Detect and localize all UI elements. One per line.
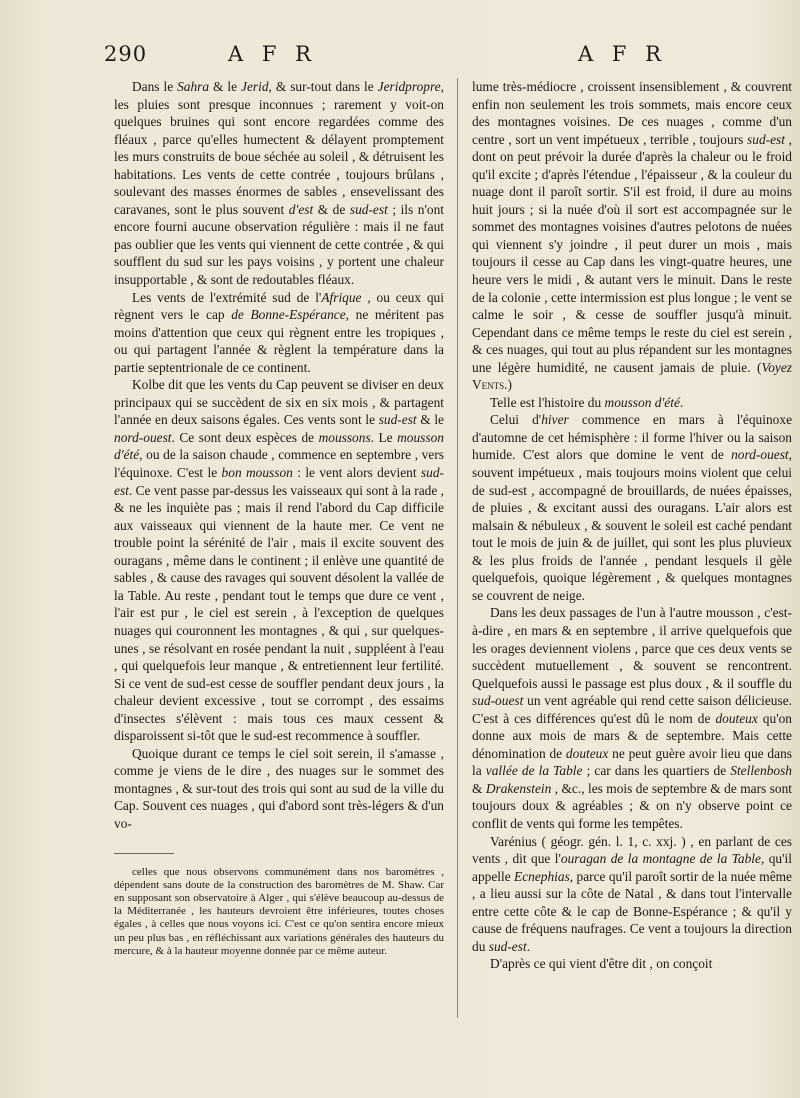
text-run: , qu'il appelle	[472, 851, 792, 884]
text-run: . Le	[370, 429, 398, 445]
italic-run: de Bonne-Espérance	[231, 307, 346, 323]
text-run: , & sur-tout dans le	[268, 79, 378, 94]
paragraph	[472, 604, 792, 832]
italic-run: mousson d'été	[114, 429, 444, 463]
text-run: Vents	[472, 377, 505, 393]
text-run: commence en mars à l'équinoxe d'automne de cet hémisphère : il forme l'hiver ou la saison humide. C'est alors que domine le vent de	[472, 412, 793, 463]
running-head-right: A F R	[578, 42, 667, 66]
italic-run: sud-est	[114, 465, 444, 498]
text-run: D'après ce qui vient d'être dit , on conçoit	[490, 956, 713, 972]
italic-run: douteux	[715, 710, 758, 726]
text-run: .)	[504, 377, 512, 393]
text-run: Quoique durant ce temps le ciel soit serein, il s'amasse , comme je viens de le dire , des nuages sur le sommet des montagnes , & sur-tout des trois qui sont au sud de la ville du Cap. Souvent ces nuages , qui d'abord sont très-légers & d'un vo-	[114, 745, 444, 831]
text-run: ; ils n'ont encore fourni aucune observation régulière : mais il ne faut pas oublier que les vents qui viennent de cette contrée , & qui soufflent du sud sur les pays voisins , y portent une chaleur insupportable , & sont de redoutables fléaux.	[114, 201, 444, 288]
italic-run: Afrique	[321, 289, 362, 305]
paragraph	[472, 955, 792, 973]
italic-run: Stellenbosh	[730, 763, 792, 779]
text-run: Dans les deux passages de l'un à l'autre mousson , c'est-à-dire , en mars & en septembre , il arrive quelquefois que les orages deviennent violens , parce que ces deux vents se succèdent mutuellement , & souvent se rencontrent. Quelquefois aussi le passage est plus doux , & il souffle du	[472, 605, 792, 691]
paragraph	[114, 745, 444, 833]
text-run: .	[526, 938, 531, 954]
italic-run: moussons	[318, 429, 371, 445]
italic-run: sud-est	[378, 412, 417, 428]
text-run: . Ce vent passe par-dessus les vaisseaux qui sont à la rade , & ne les inquiète pas ; mais il rend l'abord du Cap difficile aux vaisseaux qui viennent de la haute mer. Ce vent ne trouble point la sérénité de l'air , mais il excite souvent des ouragans , même dans le continent ; il enlève une quantité de sables , & cause des ravages qui souvent désolent la vallée de la Table. Au reste , pendant tout le temps que dure ce vent , l'air est pur , le ciel est serein , à l'exception de quelques nuages qui couronnent les montagnes , & qui , sur quelques-unes , se résolvant en rosée pendant la nuit , suppléent à l'eau , qui quelquefois leur manque , & entretiennent leur fertilité. Si ce vent de sud-est cesse de souffler pendant deux jours , la chaleur devient excessive , tout se corrompt , des essaims d'insectes s'élèvent : mais tous ces maux cessent & disparoissent si-tôt que le sud-est recommence à souffler.	[114, 482, 444, 744]
text-run: Les vents de l'extrémité sud de l'	[132, 289, 322, 305]
text-run: Varénius ( géogr. gén. l. 1, c. xxj. ) , en parlant de ces vents , dit que l'	[472, 833, 792, 867]
text-run: , parce qu'il paroît sortir de la nuée même , a lieu aussi sur la côte de Natal , & dans tout l'intervalle entre cette côte & le cap de Bonne-Espérance ; & qu'il y cause de fréquens naufrages. Ce vent a toujours la direction du	[472, 868, 792, 954]
italic-run: d'est	[288, 201, 314, 217]
paragraph	[114, 376, 444, 744]
footnote: celles que nous observons communément dans nos baromètres , dépendent sans doute de la construction des baromètres de M. Shaw. Car en supposant son observatoire à Alger , qui s'élève beaucoup au-dessus de la Méditerranée , les hauteurs devroient être inférieures, toutes choses égales , à celles que nous voyons ici. C'est ce qu'on sentira encore mieux un peu plus bas , en réfléchissant aux variations générales des hauteurs du mercure, & à la hauteur moyenne donnée par ce même auteur.	[114, 865, 444, 957]
text-run: , ou ceux qui règnent vers le cap	[114, 289, 444, 323]
text-run: Dans le	[132, 79, 178, 94]
italic-run: Sahra	[177, 79, 210, 94]
italic-run: Ecnephias	[514, 868, 570, 884]
text-run: qu'on donne aux mois de mars & de septembre. Mais cette dénomination de	[472, 710, 792, 761]
text-run: lume très-médiocre , croissent insensiblement , & couvrent enfin non seulement les trois sommets, mais encore ceux des montagnes voisines. De ces nuages , comme d'un centre , sort un vent impétueux , terrible , toujours	[472, 79, 792, 147]
text-run: , ou de la saison chaude , commence en septembre , vers l'équinoxe. C'est le	[114, 447, 444, 481]
text-run: : le vent alors devient	[292, 465, 421, 481]
text-run: . Ce sont deux espèces de	[171, 429, 319, 445]
text-run: , dont on peut prévoir la durée d'après la chaleur ou le froid qu'il excite ; d'après l'étendue , l'épaisseur , & la couleur du nuage dont il paroît sortir. S'il est froid, il dure au moins huit jours ; si la nuée d'où il sort est accompagnée sur le sommet des montagnes voisines d'autres pelotons de nuées qui viennent s'y joindre , il peut durer un mois , mais toujours il cesse au Cap dans les vingt-quatre heures, une heure vers le midi , & autant vers le minuit. Dans le reste de la colonie , cette intermission est plus longue ; le vent se calme le soir , & cesse de souffler jusqu'à minuit. Cependant dans ce même temps le reste du ciel est serein , & ces nuages, qui tout au plus répandent sur les montagnes une légère humidité, ne causent jamais de pluie. (	[472, 131, 792, 375]
text-run: un vent agréable qui rend cette saison délicieuse. C'est à ces différences qu'est dû le nom de	[472, 693, 792, 726]
text-run: & le	[416, 412, 444, 428]
footnote-rule	[114, 853, 174, 854]
italic-run: ouragan de la montagne de la Table	[560, 851, 761, 867]
text-run: , &c., les mois de septembre & de mars sont toujours doux & agréables ; & on n'y observe point ce conflit de vents qui forme les tempêtes.	[472, 780, 793, 831]
italic-run: sud-est	[488, 938, 527, 954]
text-run: & le	[209, 79, 242, 94]
page-header	[0, 38, 800, 74]
page-number: 290	[104, 42, 148, 66]
italic-run: sud-ouest	[472, 693, 524, 709]
text-run: &	[472, 780, 486, 796]
left-column	[114, 78, 444, 958]
column-divider	[457, 78, 458, 1018]
italic-run: nord-ouest	[114, 429, 172, 445]
text-run: , les pluies sont presque inconnues ; rarement y voit-on quelques bruines qui sont encore regardées comme des fléaux , parce qu'elles humectent & délayent promptement les murs construits de boue séchée au soleil , & détruisent les habitations. Les vents de cette contrée , toujours brûlans , soulevant des masses énormes de sables , ensevelissant des caravanes, sont le plus souvent	[114, 79, 444, 217]
paragraph	[472, 833, 792, 956]
paragraph	[472, 394, 792, 412]
italic-run: hiver	[541, 412, 569, 428]
text-run: & de	[313, 201, 350, 217]
italic-run: sud-est	[747, 131, 785, 147]
text-run: ne peut guère avoir lieu que dans la	[472, 745, 792, 779]
right-column	[472, 78, 792, 973]
italic-run: Jeridpropre	[377, 79, 441, 94]
text-run: Celui d'	[490, 412, 542, 428]
italic-run: Drakenstein	[485, 780, 552, 796]
italic-run: bon mousson	[221, 465, 293, 481]
italic-run: Voyez	[761, 359, 792, 375]
italic-run: mousson d'été	[604, 394, 680, 410]
paragraph	[114, 78, 444, 289]
text-run: Kolbe dit que les vents du Cap peuvent se diviser en deux principaux qui se succèdent de six en six mois , & partagent l'année en deux saisons égales. Ces vents sont le	[114, 377, 444, 428]
italic-run: douteux	[565, 745, 609, 761]
paragraph	[472, 78, 792, 394]
paragraph	[114, 289, 444, 377]
text-run: ; car dans les quartiers de	[582, 763, 731, 779]
text-run: , ne méritent pas moins d'attention que ceux qui règnent entre les tropiques , ou qui partagent l'année & règlent la température dans la partie septentrionale de ce continent.	[114, 307, 444, 375]
italic-run: nord-ouest	[731, 447, 789, 463]
text-run: .	[679, 394, 684, 410]
italic-run: Jerid	[241, 79, 269, 94]
italic-run: vallée de la Table	[485, 763, 583, 779]
paragraph	[472, 411, 792, 604]
text-run: , souvent impétueux , mais toujours moins violent que celui de sud-est , accompagné de brouillards, de nuées épaisses, de pluies , & excitant aussi des ouragans. L'air alors est malsain & nébuleux , & souvent le soleil est caché pendant tout le mois de juin & de juillet, qui sont les plus pluvieux & les plus froids de l'année , pendant lesquels il gèle quelquefois, quoique légèrement , & quelques montagnes se couvrent de neige.	[472, 447, 792, 603]
text-run: Telle est l'histoire du	[490, 394, 605, 410]
italic-run: sud-est	[349, 201, 388, 217]
running-head-left: A F R	[228, 42, 317, 66]
